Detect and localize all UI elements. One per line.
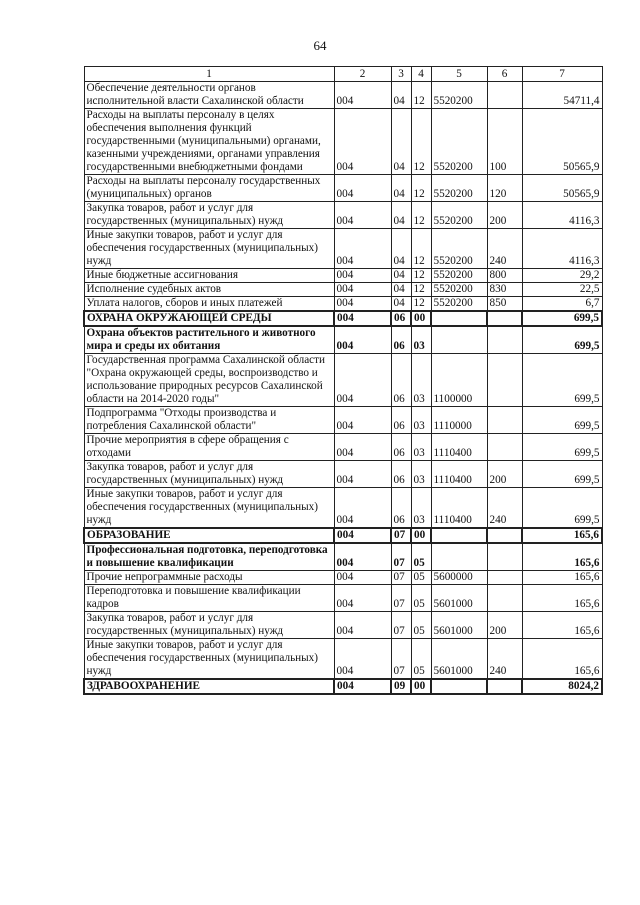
row-col-4-cell: 03	[411, 488, 431, 529]
row-sum-cell: 8024,2	[522, 679, 602, 694]
row-col-5-cell: 5520200	[431, 175, 487, 202]
row-col-3-cell: 06	[391, 488, 411, 529]
row-sum-cell: 54711,4	[522, 82, 602, 109]
row-name-cell: Иные закупки товаров, работ и услуг для обеспечения государственных (муниципальных) нужд	[84, 639, 334, 680]
row-sum-cell: 50565,9	[522, 109, 602, 175]
row-col-6-cell: 120	[487, 175, 522, 202]
row-col-3-cell: 07	[391, 639, 411, 680]
row-col-4-cell: 03	[411, 326, 431, 354]
row-col-3-cell: 04	[391, 109, 411, 175]
row-col-6-cell: 240	[487, 488, 522, 529]
row-col-6-cell: 800	[487, 269, 522, 283]
row-col-3-cell: 06	[391, 354, 411, 407]
row-col-4-cell: 12	[411, 202, 431, 229]
header-col-3: 3	[391, 67, 411, 82]
row-col-5-cell: 5601000	[431, 639, 487, 680]
row-sum-cell: 699,5	[522, 434, 602, 461]
row-name-cell: Уплата налогов, сборов и иных платежей	[84, 297, 334, 312]
row-col-2-cell: 004	[334, 82, 391, 109]
row-col-6-cell	[487, 326, 522, 354]
row-col-5-cell: 1100000	[431, 354, 487, 407]
table-row	[84, 326, 602, 354]
row-col-3-cell: 04	[391, 269, 411, 283]
row-col-3-cell: 06	[391, 326, 411, 354]
row-col-4-cell: 00	[411, 679, 431, 694]
row-col-4-cell: 05	[411, 612, 431, 639]
row-col-5-cell: 5520200	[431, 82, 487, 109]
row-col-6-cell	[487, 311, 522, 326]
table-row	[84, 109, 602, 175]
row-col-5-cell: 5601000	[431, 612, 487, 639]
row-name-cell: Государственная программа Сахалинской области "Охрана окружающей среды, воспроизводство и использование природных ресурсов Сахалинской области на 2014-2020 годы"	[84, 354, 334, 407]
row-col-5-cell: 1110400	[431, 434, 487, 461]
row-col-2-cell: 004	[334, 585, 391, 612]
row-col-4-cell: 12	[411, 109, 431, 175]
row-col-3-cell: 06	[391, 407, 411, 434]
row-col-2-cell: 004	[334, 311, 391, 326]
row-col-5-cell: 5520200	[431, 229, 487, 269]
row-col-2-cell: 004	[334, 269, 391, 283]
row-name-cell: Закупка товаров, работ и услуг для государственных (муниципальных) нужд	[84, 202, 334, 229]
row-col-5-cell: 5520200	[431, 202, 487, 229]
table-row	[84, 585, 602, 612]
row-col-3-cell: 07	[391, 528, 411, 543]
row-sum-cell: 165,6	[522, 612, 602, 639]
row-col-3-cell: 04	[391, 202, 411, 229]
row-col-5-cell: 5520200	[431, 109, 487, 175]
row-col-3-cell: 04	[391, 175, 411, 202]
row-col-5-cell: 5520200	[431, 283, 487, 297]
row-col-3-cell: 04	[391, 229, 411, 269]
row-col-2-cell: 004	[334, 354, 391, 407]
table-row	[84, 407, 602, 434]
row-sum-cell: 699,5	[522, 311, 602, 326]
row-col-6-cell	[487, 528, 522, 543]
row-col-6-cell: 240	[487, 639, 522, 680]
row-col-6-cell: 830	[487, 283, 522, 297]
row-col-6-cell	[487, 434, 522, 461]
table-row	[84, 229, 602, 269]
row-col-6-cell	[487, 82, 522, 109]
row-col-4-cell: 12	[411, 283, 431, 297]
row-sum-cell: 699,5	[522, 326, 602, 354]
row-col-4-cell: 03	[411, 461, 431, 488]
row-col-5-cell	[431, 528, 487, 543]
row-col-5-cell	[431, 326, 487, 354]
row-col-3-cell: 04	[391, 283, 411, 297]
row-col-2-cell: 004	[334, 612, 391, 639]
header-col-1: 1	[84, 67, 334, 82]
row-sum-cell: 165,6	[522, 639, 602, 680]
row-sum-cell: 699,5	[522, 461, 602, 488]
row-col-4-cell: 03	[411, 407, 431, 434]
table-row	[84, 571, 602, 585]
row-col-2-cell: 004	[334, 434, 391, 461]
row-col-2-cell: 004	[334, 297, 391, 312]
table-row	[84, 311, 602, 326]
row-col-2-cell: 004	[334, 571, 391, 585]
row-name-cell: Иные закупки товаров, работ и услуг для обеспечения государственных (муниципальных) нужд	[84, 488, 334, 529]
row-col-3-cell: 07	[391, 571, 411, 585]
row-name-cell: Подпрограмма "Отходы производства и потребления Сахалинской области"	[84, 407, 334, 434]
row-col-2-cell: 004	[334, 283, 391, 297]
row-col-3-cell: 06	[391, 434, 411, 461]
row-sum-cell: 699,5	[522, 354, 602, 407]
row-col-2-cell: 004	[334, 461, 391, 488]
row-name-cell: Прочие непрограммные расходы	[84, 571, 334, 585]
row-col-6-cell: 850	[487, 297, 522, 312]
row-col-4-cell: 12	[411, 82, 431, 109]
row-name-cell: ОХРАНА ОКРУЖАЮЩЕЙ СРЕДЫ	[84, 311, 334, 326]
row-col-6-cell	[487, 354, 522, 407]
row-col-4-cell: 05	[411, 571, 431, 585]
row-col-2-cell: 004	[334, 543, 391, 571]
row-col-2-cell: 004	[334, 407, 391, 434]
row-col-4-cell: 05	[411, 585, 431, 612]
table-row	[84, 612, 602, 639]
row-col-6-cell	[487, 407, 522, 434]
row-col-4-cell: 00	[411, 311, 431, 326]
row-name-cell: Обеспечение деятельности органов исполнительной власти Сахалинской области	[84, 82, 334, 109]
row-col-6-cell	[487, 585, 522, 612]
row-col-2-cell: 004	[334, 109, 391, 175]
row-col-4-cell: 12	[411, 229, 431, 269]
header-col-2: 2	[334, 67, 391, 82]
row-col-5-cell: 5520200	[431, 269, 487, 283]
row-col-2-cell: 004	[334, 679, 391, 694]
row-col-3-cell: 09	[391, 679, 411, 694]
row-sum-cell: 50565,9	[522, 175, 602, 202]
table-row	[84, 461, 602, 488]
table-row	[84, 543, 602, 571]
table-row	[84, 354, 602, 407]
row-col-4-cell: 12	[411, 297, 431, 312]
page-number: 64	[313, 38, 327, 53]
row-sum-cell: 6,7	[522, 297, 602, 312]
table-body	[84, 82, 602, 695]
row-name-cell: Закупка товаров, работ и услуг для государственных (муниципальных) нужд	[84, 461, 334, 488]
row-sum-cell: 699,5	[522, 407, 602, 434]
row-col-6-cell: 240	[487, 229, 522, 269]
row-name-cell: Закупка товаров, работ и услуг для государственных (муниципальных) нужд	[84, 612, 334, 639]
row-col-2-cell: 004	[334, 229, 391, 269]
row-name-cell: Иные бюджетные ассигнования	[84, 269, 334, 283]
table-row	[84, 679, 602, 694]
row-sum-cell: 165,6	[522, 571, 602, 585]
budget-table	[83, 66, 603, 695]
row-col-4-cell: 05	[411, 543, 431, 571]
table-row	[84, 297, 602, 312]
row-col-5-cell: 5600000	[431, 571, 487, 585]
table-row	[84, 639, 602, 680]
row-col-4-cell: 03	[411, 354, 431, 407]
row-col-5-cell: 1110400	[431, 461, 487, 488]
row-col-4-cell: 12	[411, 269, 431, 283]
table-row	[84, 283, 602, 297]
row-col-2-cell: 004	[334, 202, 391, 229]
row-col-3-cell: 06	[391, 461, 411, 488]
row-name-cell: Прочие мероприятия в сфере обращения с отходами	[84, 434, 334, 461]
row-name-cell: ЗДРАВООХРАНЕНИЕ	[84, 679, 334, 694]
row-sum-cell: 4116,3	[522, 202, 602, 229]
row-col-2-cell: 004	[334, 175, 391, 202]
row-col-6-cell: 200	[487, 202, 522, 229]
row-name-cell: Исполнение судебных актов	[84, 283, 334, 297]
row-col-5-cell	[431, 543, 487, 571]
row-col-2-cell: 004	[334, 639, 391, 680]
row-name-cell: Иные закупки товаров, работ и услуг для обеспечения государственных (муниципальных) нужд	[84, 229, 334, 269]
row-sum-cell: 4116,3	[522, 229, 602, 269]
row-col-3-cell: 04	[391, 297, 411, 312]
header-col-6: 6	[487, 67, 522, 82]
row-sum-cell: 165,6	[522, 585, 602, 612]
row-col-6-cell	[487, 543, 522, 571]
row-col-4-cell: 05	[411, 639, 431, 680]
row-col-6-cell: 200	[487, 461, 522, 488]
row-name-cell: Расходы на выплаты персоналу в целях обеспечения выполнения функций государственными (муниципальными) органами, казенными учреждениями, органами управления государственными внебюджетными фондами	[84, 109, 334, 175]
row-col-4-cell: 03	[411, 434, 431, 461]
row-sum-cell: 22,5	[522, 283, 602, 297]
row-col-3-cell: 04	[391, 82, 411, 109]
row-col-5-cell: 1110000	[431, 407, 487, 434]
row-col-3-cell: 06	[391, 311, 411, 326]
row-sum-cell: 699,5	[522, 488, 602, 529]
row-col-4-cell: 00	[411, 528, 431, 543]
row-col-4-cell: 12	[411, 175, 431, 202]
row-col-6-cell: 100	[487, 109, 522, 175]
row-col-3-cell: 07	[391, 585, 411, 612]
row-col-5-cell	[431, 679, 487, 694]
row-name-cell: Профессиональная подготовка, переподготовка и повышение квалификации	[84, 543, 334, 571]
row-col-6-cell	[487, 679, 522, 694]
row-name-cell: Охрана объектов растительного и животного мира и среды их обитания	[84, 326, 334, 354]
table-row	[84, 488, 602, 529]
header-row	[84, 67, 602, 82]
row-col-2-cell: 004	[334, 528, 391, 543]
table-row	[84, 175, 602, 202]
row-sum-cell: 29,2	[522, 269, 602, 283]
table-row	[84, 528, 602, 543]
row-name-cell: Расходы на выплаты персоналу государственных (муниципальных) органов	[84, 175, 334, 202]
row-col-6-cell: 200	[487, 612, 522, 639]
row-col-3-cell: 07	[391, 612, 411, 639]
row-sum-cell: 165,6	[522, 543, 602, 571]
row-col-5-cell: 5601000	[431, 585, 487, 612]
row-col-5-cell	[431, 311, 487, 326]
table-row	[84, 82, 602, 109]
row-col-2-cell: 004	[334, 488, 391, 529]
header-col-4: 4	[411, 67, 431, 82]
table-row	[84, 269, 602, 283]
table-row	[84, 434, 602, 461]
row-sum-cell: 165,6	[522, 528, 602, 543]
row-col-6-cell	[487, 571, 522, 585]
row-col-2-cell: 004	[334, 326, 391, 354]
row-col-5-cell: 5520200	[431, 297, 487, 312]
row-name-cell: ОБРАЗОВАНИЕ	[84, 528, 334, 543]
header-col-7: 7	[522, 67, 602, 82]
row-name-cell: Переподготовка и повышение квалификации кадров	[84, 585, 334, 612]
row-col-3-cell: 07	[391, 543, 411, 571]
row-col-5-cell: 1110400	[431, 488, 487, 529]
table-row	[84, 202, 602, 229]
header-col-5: 5	[431, 67, 487, 82]
